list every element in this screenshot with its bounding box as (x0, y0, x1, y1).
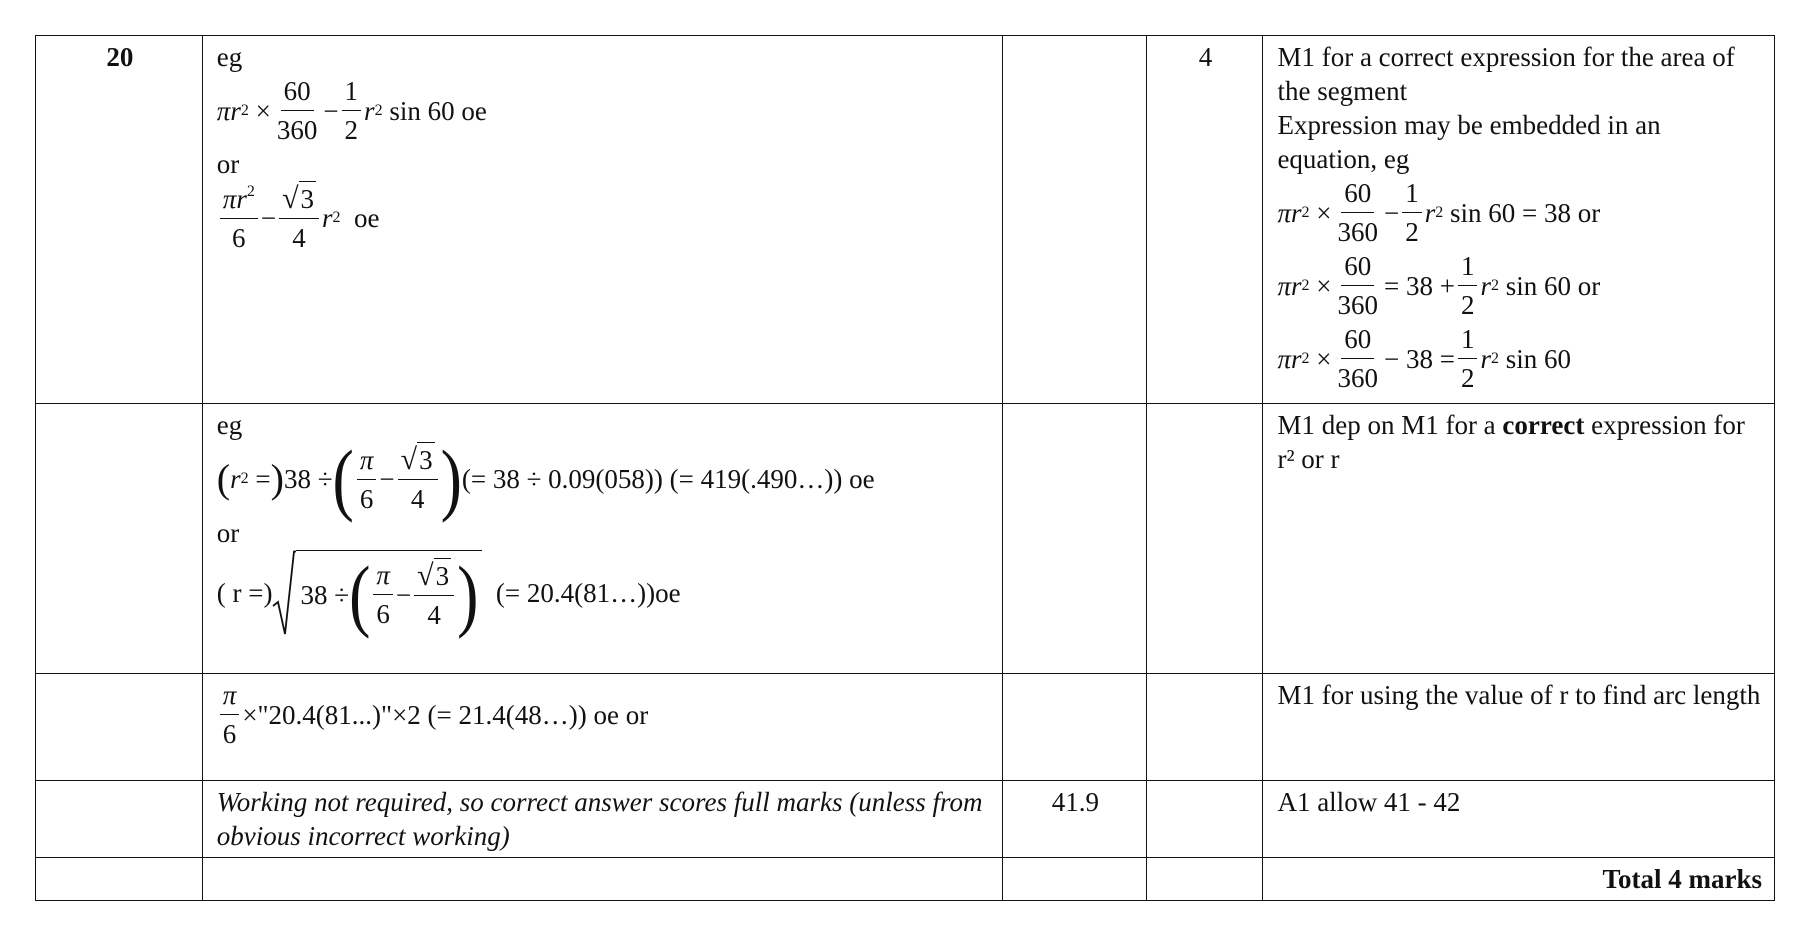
working-cell (202, 404, 1002, 674)
answer-cell (1003, 404, 1146, 674)
r-squared-expression: ( r 2 = ) 38 ÷ ( $\frac{\pi}{6}$ − √ 3 4 ) (= 38 ÷ 0.09(058)) (= 419(.490…)) oe (216, 434, 875, 523)
question-number-empty (36, 781, 203, 858)
mark-scheme-table (35, 35, 1775, 901)
notes-cell: M1 for using the value of r to find arc length (1263, 674, 1775, 781)
notes-cell (1263, 36, 1775, 404)
table-row (36, 404, 1775, 674)
working-cell (202, 674, 1002, 781)
working-intro: eg (216, 410, 243, 440)
answer-cell (1003, 36, 1146, 404)
table-row (36, 674, 1775, 781)
working-or: or (216, 149, 240, 179)
working-or: or (216, 518, 240, 548)
total-marks: Total 4 marks (1263, 858, 1775, 901)
working-note: Working not required, so correct answer scores full marks (unless from obvious incorrect working) (202, 781, 1002, 858)
note-line: Expression may be embedded in an equation, eg (1277, 110, 1661, 174)
table-row (36, 36, 1775, 404)
note-equation-3: π r 2 × $\frac{60}{360}$ − 38 = $\frac{1}{2}$ r 2 sin 60 (1277, 324, 1571, 393)
r-expression: ( r =) 38 ÷ ( $\frac{\pi}{6}$ − √ 3 4 ) (= 20.4(81…))oe (216, 549, 681, 639)
table-row (36, 858, 1775, 901)
mark-cell (1146, 781, 1263, 858)
mark-cell (1146, 674, 1263, 781)
note-equation-2: π r 2 × $\frac{60}{360}$ = 38 + $\frac{1}{2}$ r 2 sin 60 or (1277, 251, 1601, 320)
square-root-sign: 38 ÷ ( $\frac{\pi}{6}$ − √ 3 4 ) (272, 550, 482, 636)
note-equation-1: π r 2 × $\frac{60}{360}$ − $\frac{1}{2}$ r 2 sin 60 = 38 or (1277, 178, 1601, 247)
mark-cell: 4 (1146, 36, 1263, 404)
working-cell (202, 36, 1002, 404)
note-line: M1 for a correct expression for the area of the segment (1277, 42, 1735, 106)
arc-length-expression: $\frac{\pi}{6}$ ×"20.4(81...)"×2 (= 21.4(48…)) oe or (217, 678, 990, 751)
answer-cell: 41.9 (1003, 781, 1146, 858)
working-intro: eg (216, 42, 243, 72)
notes-cell: M1 dep on M1 for a correct expression for r² or r (1263, 404, 1775, 674)
mark-cell (1146, 404, 1263, 674)
table-row (36, 781, 1775, 858)
question-number: 20 (36, 36, 203, 404)
segment-expression-2: $\frac{\pi r^2}{6}$ − √ 3 4 r 2 oe (217, 181, 990, 255)
question-number-empty (36, 404, 203, 674)
segment-expression-1: π r 2 × $\frac{60}{360}$ − $\frac{1}{2}$ r 2 sin 60 oe (216, 76, 487, 145)
answer-cell (1003, 674, 1146, 781)
question-number-empty (36, 674, 203, 781)
notes-cell: A1 allow 41 - 42 (1263, 781, 1775, 858)
mark-scheme (35, 35, 1775, 901)
